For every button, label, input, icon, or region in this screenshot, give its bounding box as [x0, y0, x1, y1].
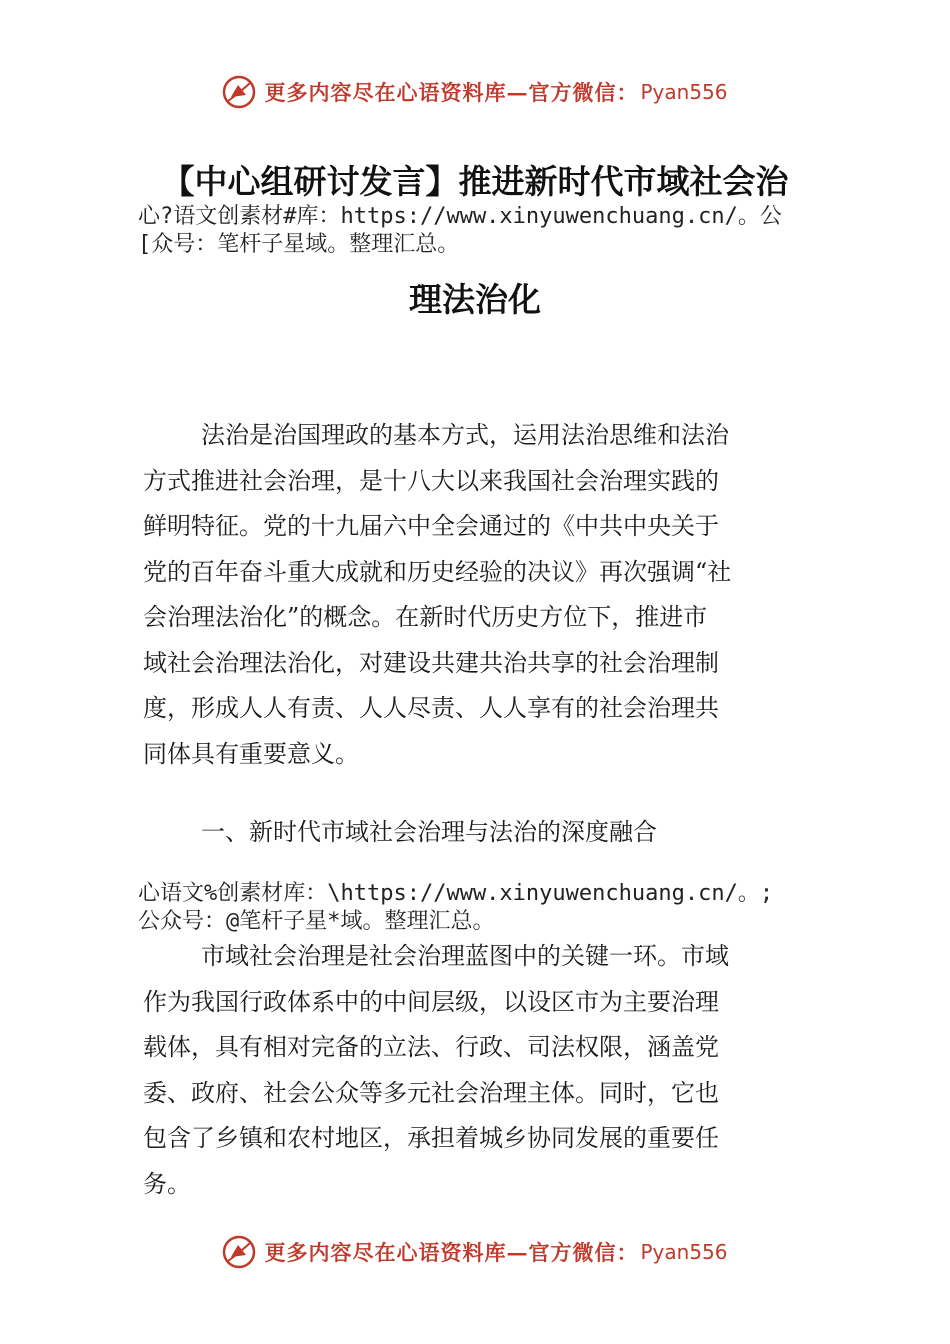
text-line: 市域社会治理是社会治理蓝图中的关键一环。市域 [201, 942, 729, 970]
text-line: 鲜明特征。党的十九届六中全会通过的《中共中央关于 [143, 512, 719, 540]
watermark-line: 心?语文创素材#库：https://www.xinyuwenchuang.cn/。公 [138, 204, 782, 229]
banner-text: 更多内容尽在心语资料库—官方微信： [264, 1240, 639, 1265]
text-line: 会治理法治化”的概念。在新时代历史方位下，推进市 [143, 603, 708, 631]
paragraph-body [143, 934, 823, 1207]
text-line: 同体具有重要意义。 [143, 739, 359, 768]
banner-wechat-id: Pyan556 [640, 1240, 728, 1264]
text-line: 包含了乡镇和农村地区，承担着城乡协同发展的重要任 [143, 1124, 719, 1152]
page-title-line-2: 理法治化 [409, 280, 541, 319]
watermark-line: [众号：笔杆子星域。整理汇总。 [138, 232, 460, 257]
watermark-block-1 [138, 203, 858, 259]
text-line: 方式推进社会治理，是十八大以来我国社会治理实践的 [143, 466, 719, 495]
page-title-line-1: 【中心组研讨发言】推进新时代市域社会治 [161, 162, 789, 201]
logo-icon [222, 75, 256, 109]
text-line: 载体，具有相对完备的立法、行政、司法权限，涵盖党 [143, 1033, 719, 1061]
text-line: 度，形成人人有责、人人尽责、人人享有的社会治理共 [143, 694, 719, 722]
watermark-line: 公众号：@笔杆子星*域。整理汇总。 [138, 909, 495, 934]
logo-icon [222, 1235, 256, 1269]
text-line: 党的百年奋斗重大成就和历史经验的决议》再次强调“社 [143, 557, 732, 586]
banner-text: 更多内容尽在心语资料库—官方微信： [264, 80, 639, 105]
top-banner [0, 72, 950, 112]
watermark-line: 心语文%创素材库：\https://www.xinyuwenchuang.cn/。; [138, 881, 774, 906]
text-line: 作为我国行政体系中的中间层级，以设区市为主要治理 [143, 987, 719, 1016]
banner-wechat-id: Pyan556 [640, 80, 728, 104]
text-line: 务。 [143, 1169, 191, 1198]
section-heading: 一、新时代市域社会治理与法治的深度融合 [201, 818, 657, 846]
text-line: 域社会治理法治化，对建设共建共治共享的社会治理制 [143, 648, 719, 677]
text-line: 委、政府、社会公众等多元社会治理主体。同时，它也 [143, 1078, 719, 1107]
bottom-banner [0, 1232, 950, 1272]
watermark-block-2 [138, 880, 858, 936]
paragraph-intro [143, 413, 823, 777]
text-line: 法治是治国理政的基本方式，运用法治思维和法治 [201, 421, 729, 449]
